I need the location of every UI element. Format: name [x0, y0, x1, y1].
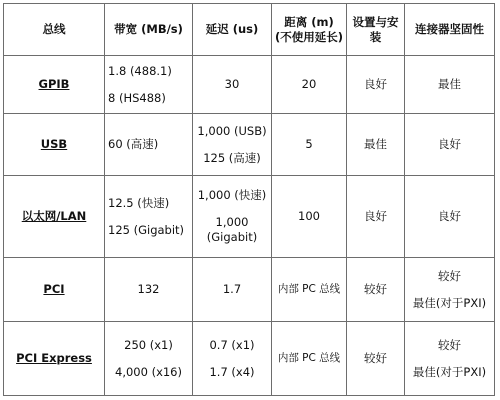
latency-value: 1,000 (USB): [197, 123, 267, 138]
bandwidth-value: 60 (高速): [108, 137, 159, 151]
connector-value: 最佳(对于PXI): [412, 295, 487, 310]
setup-cell: 良好: [347, 176, 405, 258]
bus-cell: [4, 176, 105, 258]
bus-cell: [4, 56, 105, 114]
bus-name: PCI Express: [16, 351, 92, 365]
bandwidth-cell: [105, 258, 193, 322]
latency-value: 30: [224, 77, 240, 91]
bandwidth-value: 125 (Gigabit): [108, 222, 185, 237]
latency-value: 0.7 (x1): [209, 337, 255, 352]
connector-cell: [405, 56, 495, 114]
latency-value: 125 (高速): [203, 150, 261, 165]
bandwidth-cell: [105, 176, 193, 258]
latency-cell: [193, 114, 272, 176]
connector-value: 最佳(对于PXI): [412, 364, 487, 379]
bandwidth-value: 8 (HS488): [108, 90, 166, 105]
latency-value: 1.7 (x4): [209, 364, 255, 379]
bandwidth-value: 4,000 (x16): [115, 364, 182, 379]
bus-comparison-table: [3, 3, 495, 396]
bus-name: USB: [40, 137, 68, 151]
table-row: [4, 56, 495, 114]
distance-cell: 内部 PC 总线: [272, 258, 347, 322]
latency-cell: [193, 176, 272, 258]
connector-value: 最佳: [438, 77, 461, 91]
bandwidth-value: 1.8 (488.1): [108, 63, 172, 78]
table-row: [4, 114, 495, 176]
header-row: [4, 4, 495, 56]
connector-cell: [405, 176, 495, 258]
setup-cell: 较好: [347, 258, 405, 322]
setup-cell: 最佳: [347, 114, 405, 176]
connector-cell: [405, 258, 495, 322]
bus-cell: [4, 258, 105, 322]
latency-cell: [193, 56, 272, 114]
header-bandwidth: 带宽 (MB/s): [105, 4, 193, 56]
connector-value: 良好: [438, 209, 461, 223]
bus-cell: [4, 322, 105, 396]
setup-cell: 较好: [347, 322, 405, 396]
distance-cell: 内部 PC 总线: [272, 322, 347, 396]
table-row: [4, 322, 495, 396]
connector-value: 较好: [438, 268, 461, 283]
bandwidth-cell: [105, 114, 193, 176]
latency-cell: [193, 258, 272, 322]
latency-value: 1.7: [222, 282, 242, 296]
bus-cell: [4, 114, 105, 176]
bandwidth-value: 132: [137, 282, 160, 296]
bandwidth-value: 12.5 (快速): [108, 195, 170, 210]
connector-cell: [405, 322, 495, 396]
distance-cell: 20: [272, 56, 347, 114]
connector-value: 较好: [438, 337, 461, 352]
table-row: [4, 176, 495, 258]
bus-name: PCI: [43, 282, 65, 296]
bandwidth-cell: [105, 322, 193, 396]
bandwidth-value: 250 (x1): [124, 337, 173, 352]
header-setup: 设置与安装: [347, 4, 405, 56]
latency-cell: [193, 322, 272, 396]
bus-name: 以太网/LAN: [21, 209, 87, 223]
bandwidth-cell: [105, 56, 193, 114]
bus-name: GPIB: [38, 77, 70, 91]
distance-cell: 100: [272, 176, 347, 258]
header-bus: 总线: [4, 4, 105, 56]
connector-value: 良好: [438, 137, 461, 151]
header-latency: 延迟 (us): [193, 4, 272, 56]
connector-cell: [405, 114, 495, 176]
latency-value: 1,000 (快速): [197, 188, 267, 202]
table-row: [4, 258, 495, 322]
header-connector: 连接器坚固性: [405, 4, 495, 56]
setup-cell: 良好: [347, 56, 405, 114]
latency-value: 1,000 (Gigabit): [206, 215, 258, 244]
distance-cell: 5: [272, 114, 347, 176]
header-distance: 距离 (m) (不使用延长): [272, 4, 347, 56]
